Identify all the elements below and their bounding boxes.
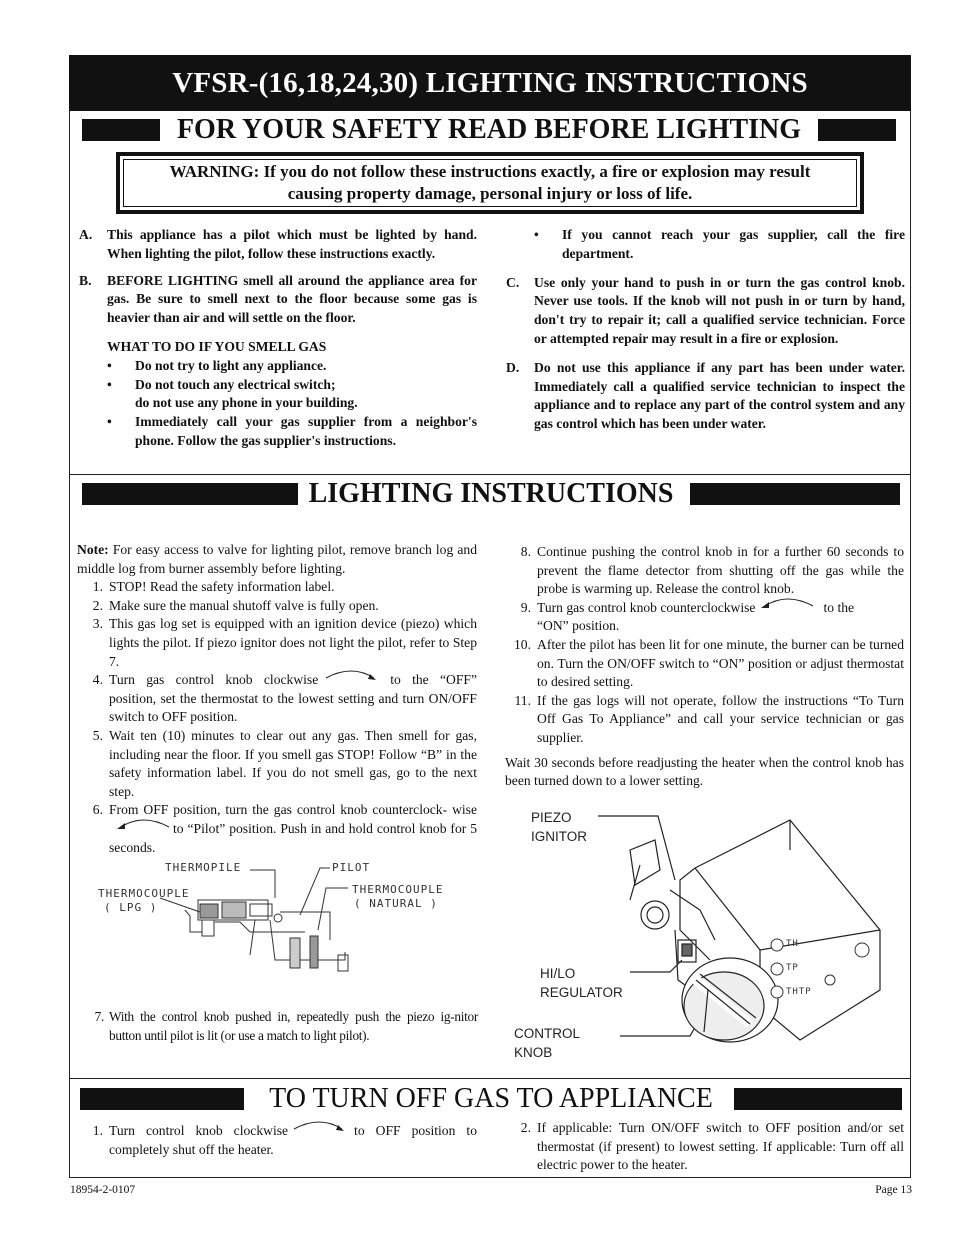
step-number: 7. bbox=[94, 1009, 104, 1024]
step-number: 1. bbox=[92, 579, 103, 595]
document-number: 18954-2-0107 bbox=[70, 1184, 136, 1196]
page-title-text: VFSR-(16,18,24,30) LIGHTING INSTRUCTIONS bbox=[172, 66, 808, 99]
terminal-thtp-label: THTP bbox=[786, 987, 812, 997]
warning-box bbox=[116, 152, 864, 214]
step-text: Turn gas control knob clockwise bbox=[109, 672, 319, 688]
step-text: to the “OFF” position, set the thermostat to the lowest setting and turn ON/OFF switch to OFF position. bbox=[109, 672, 477, 725]
safety-heading bbox=[82, 115, 896, 145]
item-marker: B. bbox=[79, 272, 92, 288]
bullet-icon: • bbox=[107, 357, 112, 373]
bullet-text: do not use any phone in your building. bbox=[135, 395, 358, 411]
safety-item-b bbox=[79, 272, 477, 328]
turn-off-step-1 bbox=[77, 1122, 477, 1159]
bullet-icon: • bbox=[107, 376, 112, 392]
control-knob-label bbox=[514, 1024, 580, 1062]
step-text: Continue pushing the control knob in for a further 60 seconds to prevent the flame detector from shutting off the gas while the probe is warming up. Release the control knob. bbox=[537, 544, 904, 597]
label-line: PIEZO bbox=[531, 810, 572, 825]
counterclockwise-arrow-icon bbox=[755, 600, 823, 612]
bullet-text: If you cannot reach your gas supplier, call the fire department. bbox=[562, 227, 905, 261]
item-marker: D. bbox=[506, 359, 520, 375]
warning-box-inner bbox=[123, 159, 857, 207]
clockwise-arrow-icon bbox=[288, 1123, 354, 1135]
lighting-step-2 bbox=[77, 597, 477, 616]
smell-gas-bullet-cont bbox=[107, 394, 477, 413]
step-text: to “Pilot” position. Push in and hold control knob for 5 seconds. bbox=[109, 820, 477, 855]
step-text: From OFF position, turn the gas control knob counterclock- bbox=[109, 802, 448, 818]
lighting-step-8 bbox=[505, 543, 904, 599]
label-line: REGULATOR bbox=[540, 985, 623, 1000]
warning-line-1: WARNING: If you do not follow these instructions exactly, a fire or explosion may result bbox=[169, 162, 811, 181]
page-title bbox=[69, 55, 911, 111]
piezo-ignitor-label bbox=[531, 808, 587, 846]
step-number: 3. bbox=[92, 616, 103, 632]
label-line: CONTROL bbox=[514, 1026, 581, 1041]
item-marker: C. bbox=[506, 274, 520, 290]
thermocouple-lpg-label: THERMOCOUPLE bbox=[98, 887, 190, 900]
step-number: 6. bbox=[92, 802, 103, 818]
bullet-icon: • bbox=[107, 414, 112, 430]
step-text: Make sure the manual shutoff valve is fully open. bbox=[109, 597, 379, 613]
section-divider bbox=[69, 474, 911, 475]
lighting-step-1 bbox=[77, 578, 477, 597]
safety-item-d bbox=[506, 359, 905, 434]
step-7-text-block bbox=[90, 1008, 478, 1046]
step-number: 2. bbox=[92, 597, 103, 613]
step-text: to OFF position to completely shut off the heater. bbox=[109, 1123, 477, 1157]
safety-heading-text: FOR YOUR SAFETY READ BEFORE LIGHTING bbox=[176, 114, 802, 145]
terminal-tp-label: TP bbox=[786, 963, 799, 973]
label-line: HI/LO bbox=[540, 966, 576, 981]
step-number: 5. bbox=[92, 727, 103, 743]
step-text: Turn gas control knob counterclockwise bbox=[537, 599, 756, 615]
note-label: Note: bbox=[77, 542, 109, 557]
item-marker: A. bbox=[79, 227, 93, 242]
label-line: KNOB bbox=[514, 1045, 553, 1060]
step-text: This gas log set is equipped with an ignition device (piezo) which lights the pilot. If piezo ignitor does not light the pilot, refer to Step 7. bbox=[109, 616, 477, 669]
bullet-text: Do not touch any electrical switch; bbox=[135, 376, 336, 392]
pilot-label: PILOT bbox=[332, 861, 371, 874]
thermocouple-natural-label: ( NATURAL ) bbox=[354, 897, 438, 910]
safety-left-column bbox=[79, 226, 477, 451]
lighting-step-9 bbox=[505, 599, 904, 636]
step-number: 9. bbox=[520, 599, 531, 615]
smell-gas-block bbox=[79, 338, 477, 451]
lighting-left-column bbox=[77, 541, 477, 857]
label-line: IGNITOR bbox=[531, 829, 588, 844]
step-text: Wait ten (10) minutes to clear out any gas. Then smell for gas, including near the floor. If you smell gas STOP! Follow “B” in the safety information label. If you do not smell gas, go to the next step. bbox=[109, 727, 477, 799]
wait-note: Wait 30 seconds before readjusting the heater when the control knob has been turned down to a lower setting. bbox=[505, 754, 904, 789]
step-number: 10. bbox=[514, 636, 531, 652]
step-text: wise bbox=[452, 802, 477, 818]
turn-off-heading-text: TO TURN OFF GAS TO APPLIANCE bbox=[269, 1083, 713, 1114]
item-text: Do not use this appliance if any part has been under water. Immediately call a qualified service technician to inspect the appliance and to replace any part of the control system and any gas control which has been under water. bbox=[534, 359, 905, 432]
thermocouple-lpg-label: ( LPG ) bbox=[104, 901, 158, 914]
thermopile-label: THERMOPILE bbox=[165, 861, 242, 874]
turn-off-step-2-text bbox=[505, 1119, 904, 1175]
step-number: 8. bbox=[520, 544, 531, 559]
counterclockwise-arrow-icon bbox=[109, 821, 173, 833]
item-text: Use only your hand to push in or turn the gas control knob. Never use tools. If the knob will not push in or turn by hand, don't try to repair it; call a qualified service technician. Force or attempted repair may result in a fire or explosion. bbox=[534, 274, 905, 346]
clockwise-arrow-icon bbox=[318, 672, 390, 684]
bullet-text: Immediately call your gas supplier from a neighbor's phone. Follow the gas supplier's instructions. bbox=[135, 414, 477, 448]
step-number: 2. bbox=[520, 1120, 531, 1135]
bullet-icon: • bbox=[534, 227, 539, 242]
lighting-right-column bbox=[505, 543, 904, 791]
lighting-step-6 bbox=[77, 801, 477, 857]
smell-gas-title: WHAT TO DO IF YOU SMELL GAS bbox=[107, 338, 327, 354]
smell-gas-bullet bbox=[107, 357, 477, 376]
smell-gas-bullet bbox=[107, 413, 477, 451]
lighting-step-3 bbox=[77, 615, 477, 671]
step-text: After the pilot has been lit for one minute, the burner can be turned on. Turn the ON/OFF switch to “ON” position or adjust thermostat to desired setting. bbox=[537, 636, 904, 690]
step-number: 1. bbox=[92, 1123, 103, 1138]
smell-gas-bullet bbox=[107, 376, 477, 395]
lighting-step-5 bbox=[77, 727, 477, 801]
section-divider bbox=[69, 1078, 911, 1079]
item-text: This appliance has a pilot which must be lighted by hand. When lighting the pilot, follow these instructions exactly. bbox=[107, 227, 477, 261]
step-text: STOP! Read the safety information label. bbox=[109, 579, 335, 595]
lighting-step-4 bbox=[77, 671, 477, 727]
gas-valve-drawing bbox=[600, 810, 900, 1050]
lighting-step-11 bbox=[505, 692, 904, 748]
step-text: If applicable: Turn ON/OFF switch to OFF position and/or set thermostat (if present) to lowest setting. If applicable: Turn off all electric power to the heater. bbox=[537, 1120, 904, 1173]
item-text: BEFORE LIGHTING smell all around the appliance area for gas. Be sure to smell next to the floor because some gas is heavier than air and will settle on the floor. bbox=[107, 272, 477, 326]
thermocouple-natural-label: THERMOCOUPLE bbox=[352, 883, 444, 896]
lighting-heading bbox=[82, 479, 900, 509]
page-number: Page 13 bbox=[875, 1184, 912, 1196]
warning-line-2: causing property damage, personal injury or loss of life. bbox=[287, 184, 693, 203]
lighting-step-7 bbox=[90, 1008, 478, 1046]
step-text: to the bbox=[823, 599, 855, 615]
lighting-heading-text: LIGHTING INSTRUCTIONS bbox=[308, 478, 674, 509]
step-text: Turn control knob clockwise bbox=[109, 1123, 289, 1138]
step-text: “ON” position. bbox=[537, 618, 620, 634]
step-number: 11. bbox=[514, 692, 531, 708]
bullet-text: Do not try to light any appliance. bbox=[135, 357, 327, 373]
turn-off-step-2 bbox=[505, 1119, 904, 1175]
turn-off-step-1-text bbox=[77, 1122, 477, 1159]
step-text: If the gas logs will not operate, follow the instructions “To Turn Off Gas To Appliance” and call your service technician or gas supplier. bbox=[537, 692, 904, 745]
safety-right-bullet bbox=[506, 226, 905, 264]
safety-right-column bbox=[506, 226, 905, 442]
safety-item-a bbox=[79, 226, 477, 264]
lighting-step-10 bbox=[505, 636, 904, 692]
note-text: For easy access to valve for lighting pilot, remove branch log and middle log from burner assembly before lighting. bbox=[77, 542, 477, 576]
lighting-note bbox=[77, 541, 477, 578]
step-number: 4. bbox=[92, 672, 103, 688]
turn-off-heading bbox=[80, 1084, 902, 1114]
pilot-assembly-drawing bbox=[90, 860, 370, 980]
safety-item-c bbox=[506, 274, 905, 349]
terminal-th-label: TH bbox=[786, 939, 799, 949]
step-text: With the control knob pushed in, repeatedly push the piezo ig-nitor button until pilot is lit (or use a match to light pilot). bbox=[109, 1009, 478, 1043]
